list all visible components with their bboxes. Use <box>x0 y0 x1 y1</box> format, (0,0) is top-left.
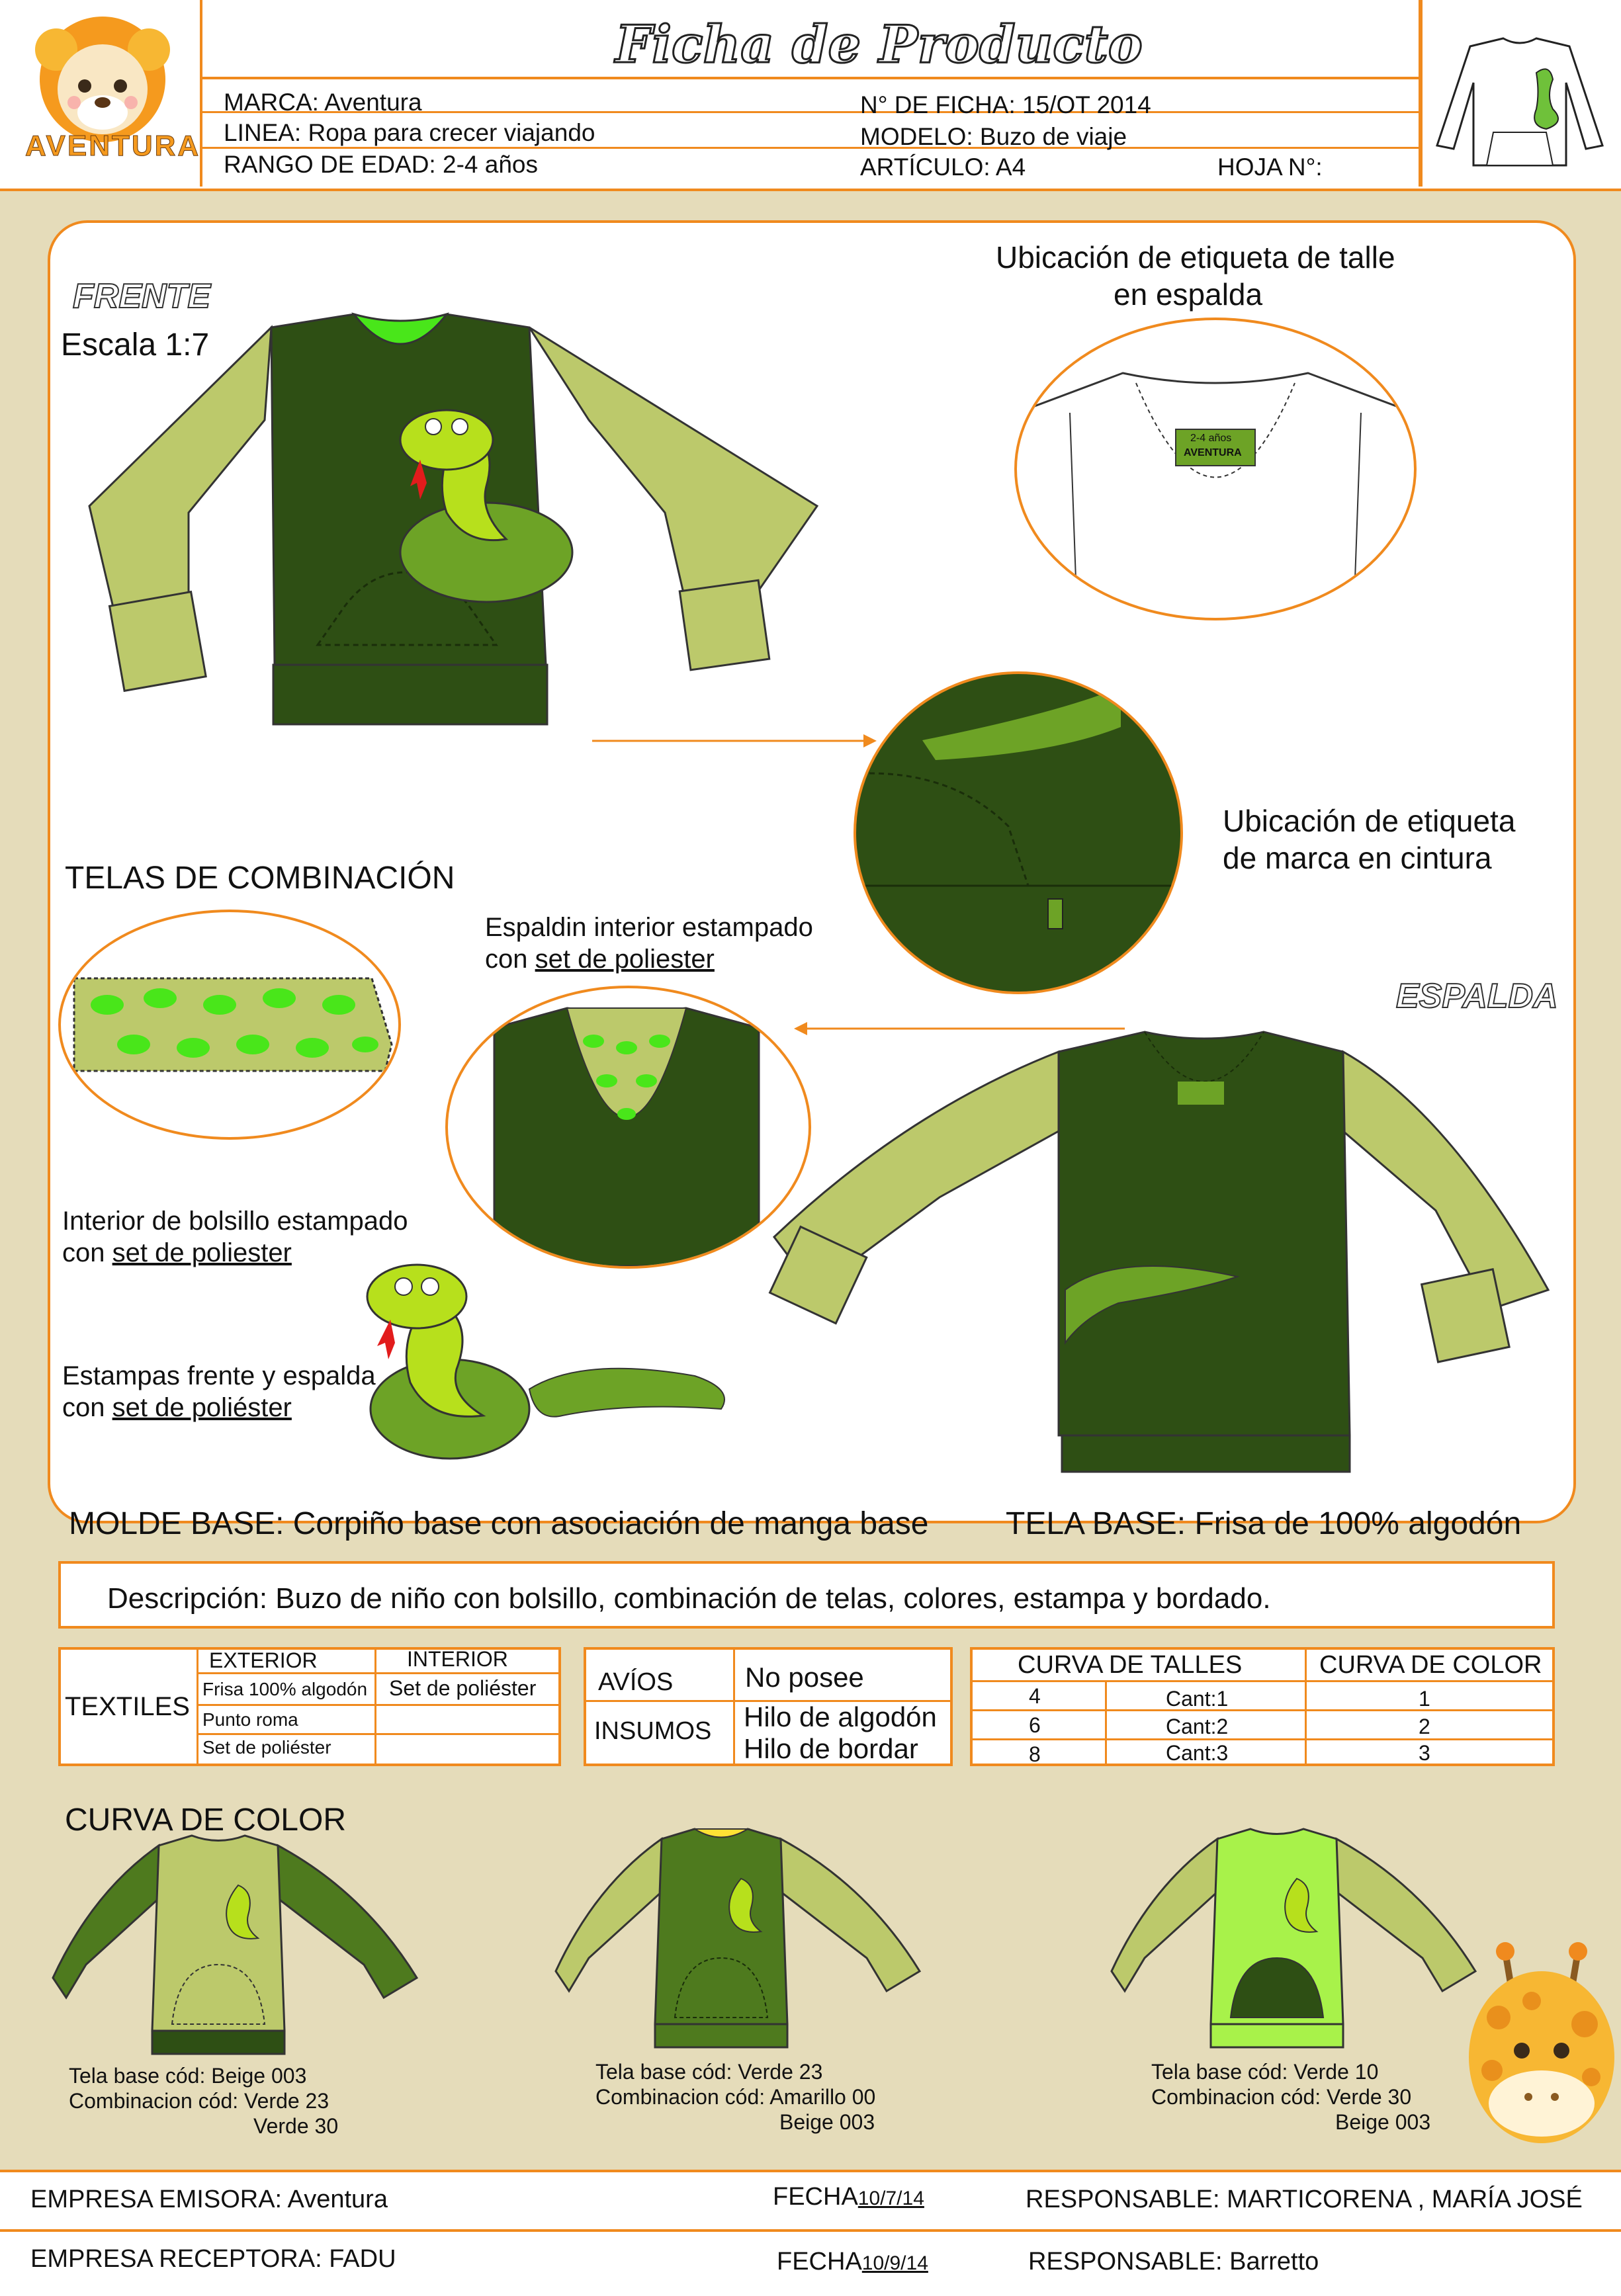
textiles-label: TEXTILES <box>65 1692 190 1721</box>
brand-label-detail-circle <box>854 671 1183 994</box>
responsable-receptora: RESPONSABLE: Barretto <box>1028 2248 1319 2275</box>
avios-label: AVÍOS <box>598 1668 674 1696</box>
textiles-divider-v1 <box>197 1647 198 1766</box>
receptora-field: EMPRESA RECEPTORA: FADU <box>30 2245 396 2273</box>
size-label-location-line2: en espalda <box>1114 277 1263 312</box>
combination-fabrics-title: TELAS DE COMBINACIÓN <box>65 861 455 896</box>
escala-label: Escala 1:7 <box>61 327 210 362</box>
textile-ext-1: Frisa 100% algodón <box>202 1679 368 1699</box>
curva-divider-v1 <box>1105 1680 1107 1766</box>
footer-divider <box>0 2229 1621 2232</box>
color-curve-title: CURVA DE COLOR <box>65 1803 346 1838</box>
back-neck-drawing <box>1017 320 1414 618</box>
curva-divider-h1 <box>970 1709 1555 1711</box>
variant-2-line1: Tela base cód: Verde 23 <box>595 2060 823 2084</box>
espaldin-detail-circle <box>445 986 811 1269</box>
variant-3-line1: Tela base cód: Verde 10 <box>1151 2060 1379 2084</box>
color-variant-2-sweater <box>556 1826 926 2051</box>
tag-brand-text: AVENTURA <box>1184 447 1242 458</box>
espalda-label: ESPALDA <box>1396 977 1558 1015</box>
articulo-field: ARTÍCULO: A4 <box>860 153 1026 181</box>
curva-color-1: 1 <box>1419 1687 1430 1711</box>
curva-talle-3: 8 <box>1029 1742 1041 1766</box>
textiles-divider-v2 <box>374 1647 376 1766</box>
variant-2-line3: Beige 003 <box>779 2110 875 2134</box>
variant-1-line3: Verde 30 <box>253 2114 339 2138</box>
back-sweater-drawing <box>774 1012 1555 1475</box>
espaldin-line1: Espaldin interior estampado <box>485 913 813 942</box>
textile-ext-2: Punto roma <box>202 1709 298 1730</box>
color-variant-3-sweater <box>1112 1826 1482 2051</box>
espaldin-drawing <box>448 988 809 1266</box>
header-divider-2 <box>200 147 1421 149</box>
header-sweater-thumbnail <box>1430 33 1609 172</box>
page-title: Ficha de Producto <box>615 15 1143 75</box>
fecha-receptora: FECHA10/9/14 <box>777 2248 928 2275</box>
marca-field: MARCA: Aventura <box>224 89 422 116</box>
tag-size-text: 2-4 años <box>1190 433 1232 444</box>
variant-3-line3: Beige 003 <box>1335 2110 1431 2134</box>
molde-base: MOLDE BASE: Corpiño base con asociación de manga base <box>69 1506 929 1541</box>
waist-detail-drawing <box>856 674 1180 992</box>
pocket-fabric-swatch <box>58 910 401 1140</box>
logo-text: AVENTURA <box>25 130 201 162</box>
pocket-interior-line2: con set de poliester <box>62 1238 292 1267</box>
curva-cant-3: Cant:3 <box>1166 1741 1229 1765</box>
brand-label-location-line2: de marca en cintura <box>1223 841 1492 875</box>
description-text: Descripción: Buzo de niño con bolsillo, combinación de telas, colores, estampa y bordado. <box>107 1582 1271 1615</box>
hoja-field: HOJA N°: <box>1217 153 1323 181</box>
emisora-field: EMPRESA EMISORA: Aventura <box>30 2186 388 2213</box>
curva-color-2: 2 <box>1419 1715 1430 1738</box>
fecha-emisora: FECHA10/7/14 <box>773 2183 924 2211</box>
insumos-label: INSUMOS <box>594 1717 712 1745</box>
curva-divider-h2 <box>970 1738 1555 1740</box>
brand-label-location-line1: Ubicación de etiqueta <box>1223 804 1516 838</box>
prints-line2: con set de poliéster <box>62 1393 292 1422</box>
tela-base: TELA BASE: Frisa de 100% algodón <box>1006 1506 1522 1541</box>
espaldin-line2: con set de poliester <box>485 945 715 974</box>
pocket-interior-line1: Interior de bolsillo estampado <box>62 1207 408 1236</box>
responsable-emisora: RESPONSABLE: MARTICORENA , MARÍA JOSÉ <box>1026 2186 1583 2213</box>
curva-talle-2: 6 <box>1029 1713 1041 1737</box>
textiles-divider-h2 <box>197 1733 561 1735</box>
insumos-value-1: Hilo de algodón <box>744 1701 937 1732</box>
variant-1-line1: Tela base cód: Beige 003 <box>69 2064 307 2088</box>
curva-cant-1: Cant:1 <box>1166 1687 1229 1711</box>
size-label-detail-circle <box>1014 318 1417 620</box>
interior-header: INTERIOR <box>407 1647 508 1671</box>
color-variant-1-sweater <box>53 1832 423 2057</box>
curva-talles-header: CURVA DE TALLES <box>1018 1651 1243 1679</box>
curva-color-3: 3 <box>1419 1741 1430 1765</box>
prints-line1: Estampas frente y espalda <box>62 1361 376 1390</box>
variant-1-line2: Combinacion cód: Verde 23 <box>69 2089 329 2113</box>
arrow-to-waist-label <box>592 731 877 751</box>
textile-int-1: Set de poliéster <box>389 1676 537 1700</box>
variant-3-line2: Combinacion cód: Verde 30 <box>1151 2085 1412 2109</box>
leaf-print-fabric <box>61 912 398 1137</box>
linea-field: LINEA: Ropa para crecer viajando <box>224 119 595 146</box>
insumos-value-2: Hilo de bordar <box>744 1733 918 1764</box>
snake-print-icon <box>364 1257 734 1468</box>
curva-talle-1: 4 <box>1029 1684 1041 1708</box>
avios-value: No posee <box>745 1662 864 1693</box>
avios-divider-v <box>733 1647 735 1766</box>
modelo-field: MODELO: Buzo de viaje <box>860 123 1127 150</box>
curva-color-header: CURVA DE COLOR <box>1319 1651 1542 1679</box>
size-label-location-line1: Ubicación de etiqueta de talle <box>996 240 1395 275</box>
curva-cant-2: Cant:2 <box>1166 1715 1229 1738</box>
front-sweater-drawing <box>89 308 857 744</box>
textiles-divider-h1 <box>197 1704 561 1706</box>
giraffe-mascot-icon <box>1466 1938 1618 2150</box>
rango-field: RANGO DE EDAD: 2-4 años <box>224 151 538 178</box>
frente-label: FRENTE <box>73 277 210 316</box>
textile-ext-3: Set de poliéster <box>202 1737 331 1758</box>
exterior-header: EXTERIOR <box>209 1648 318 1672</box>
variant-2-line2: Combinacion cód: Amarillo 00 <box>595 2085 876 2109</box>
header-thumb-box <box>1420 0 1423 187</box>
ficha-field: N° DE FICHA: 15/OT 2014 <box>860 91 1151 118</box>
curva-divider-h0 <box>970 1680 1555 1682</box>
curva-divider-v2 <box>1305 1647 1307 1766</box>
